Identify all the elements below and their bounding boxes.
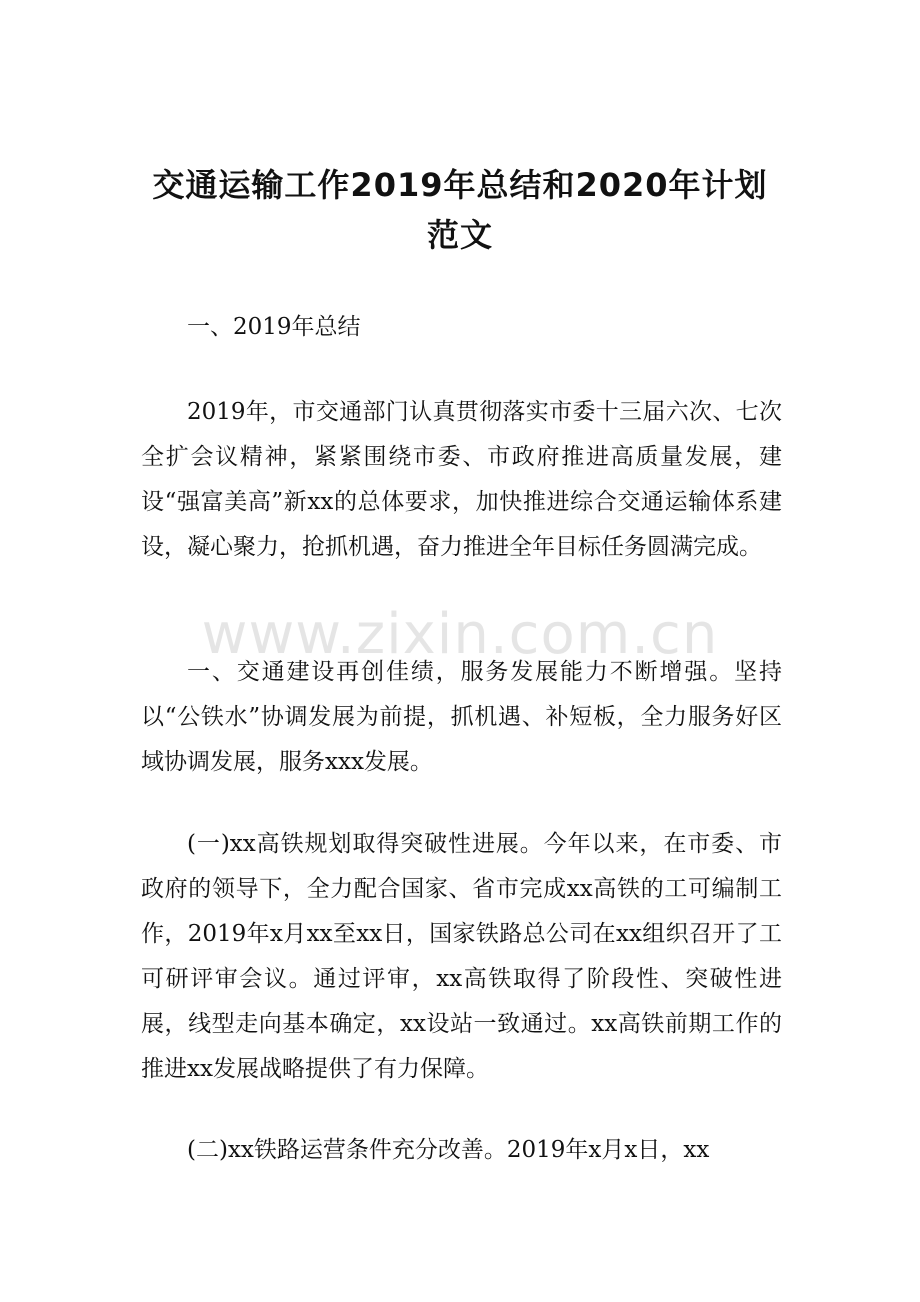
- document-title: [120, 160, 800, 260]
- title-line-2: 范文: [426, 216, 493, 254]
- paragraph-section-one: 一、交通建设再创佳绩，服务发展能力不断增强。坚持以“公铁水”协调发展为前提，抓机遇、补短板，全力服务好区域协调发展，服务xxx发展。: [141, 659, 782, 775]
- paragraph-intro: 2019年，市交通部门认真贯彻落实市委十三届六次、七次全扩会议精神，紧紧围绕市委、市政府推进高质量发展，建设“强富美高”新xx的总体要求，加快推进综合交通运输体系建设，凝心聚力，抢抓机遇，奋力推进全年目标任务圆满完成。: [141, 399, 782, 560]
- watermark: www.zixin.com.cn: [201, 602, 719, 667]
- paragraph-item-one: (一)xx高铁规划取得突破性进展。今年以来，在市委、市政府的领导下，全力配合国家、省市完成xx高铁的工可编制工作，2019年x月xx至xx日，国家铁路总公司在xx组织召开了工可研评审会议。通过评审，xx高铁取得了阶段性、突破性进展，线型走向基本确定，xx设站一致通过。xx高铁前期工作的推进xx发展战略提供了有力保障。: [141, 831, 782, 1082]
- title-line-1: 交通运输工作2019年总结和2020年计划: [152, 166, 768, 204]
- section-heading: 一、2019年总结: [187, 314, 361, 340]
- paragraph-item-two: (二)xx铁路运营条件充分改善。2019年x月x日，xx: [187, 1137, 710, 1163]
